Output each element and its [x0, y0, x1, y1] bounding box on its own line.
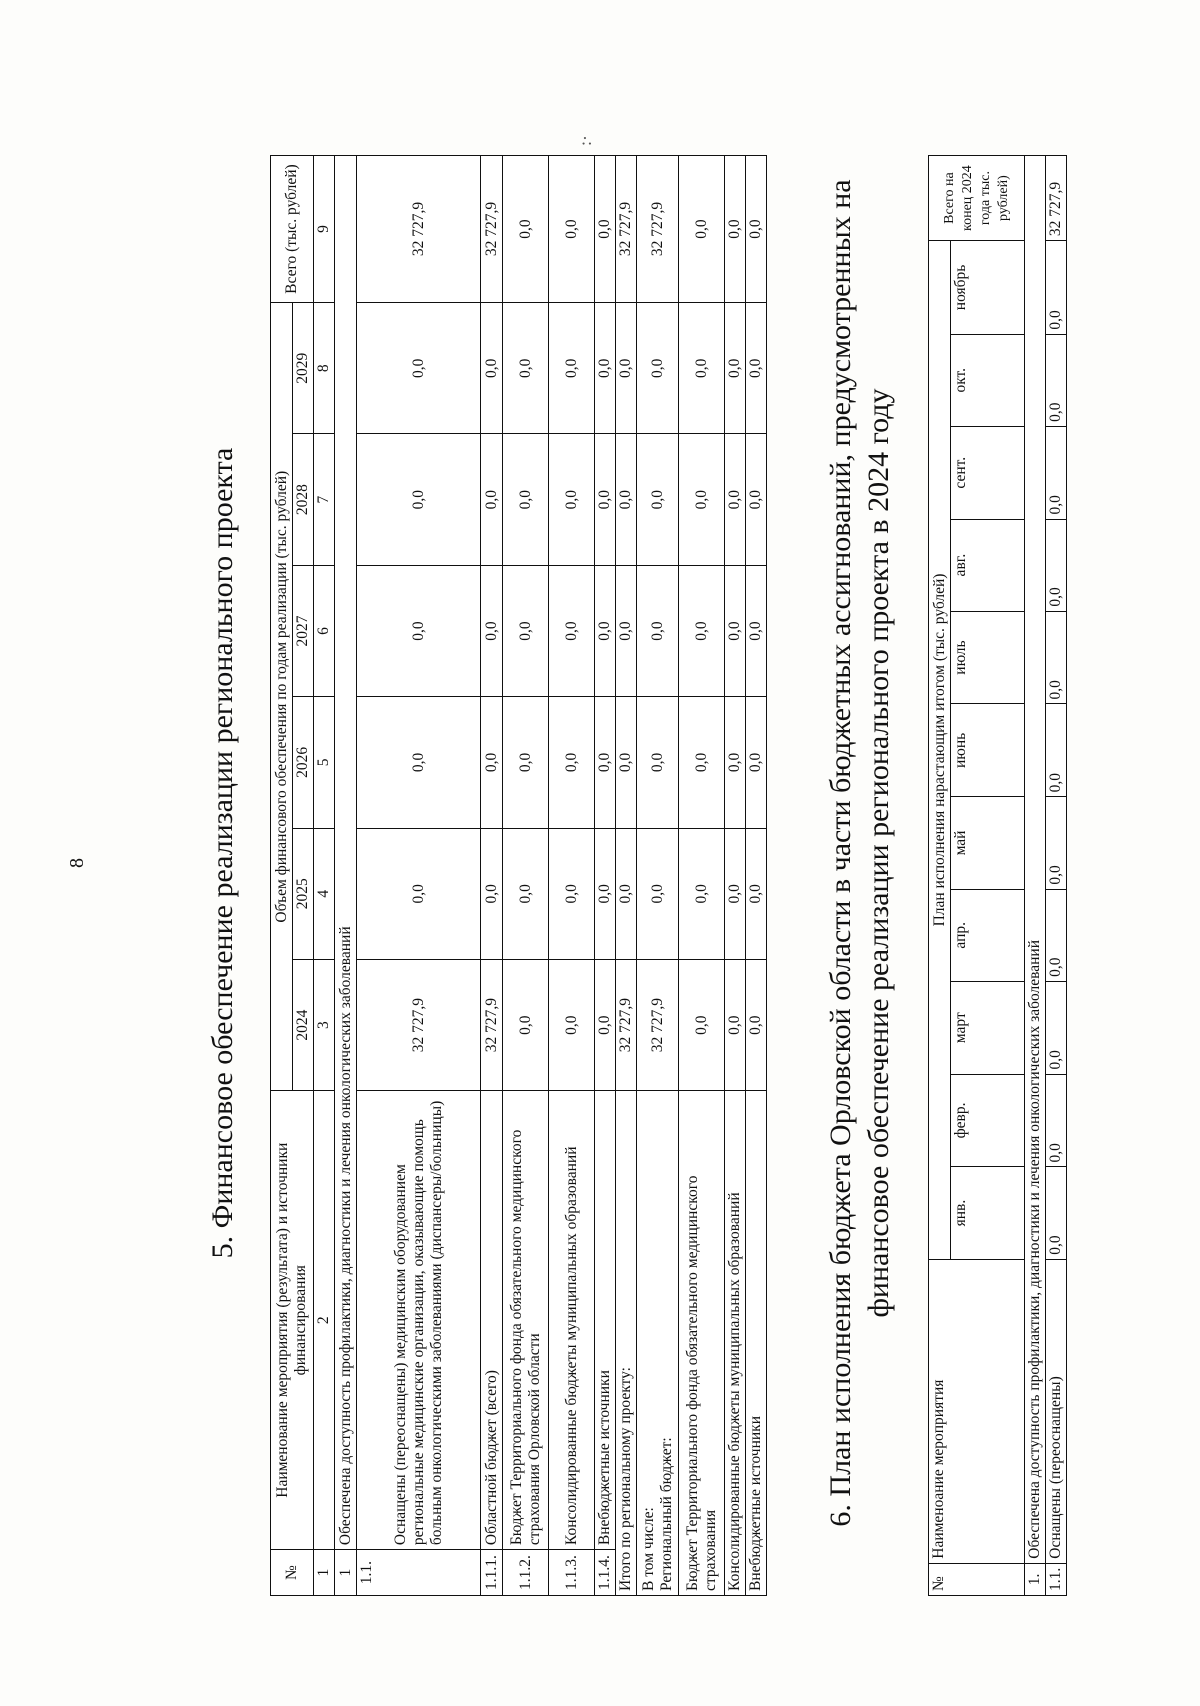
- row-value: 0,0: [481, 828, 503, 959]
- scan-speck-icon: :·: [575, 135, 595, 146]
- summary-value: 0,0: [616, 434, 637, 565]
- summary-value: 0,0: [616, 565, 637, 696]
- page-number: 8: [66, 858, 88, 868]
- column-number: 5: [314, 697, 335, 828]
- plan-row: [1046, 156, 1067, 1596]
- header-year: 2024: [293, 959, 314, 1090]
- task-text: Обеспечена доступность профилактики, диагностики и лечения онкологических заболеваний: [335, 156, 357, 1550]
- summary-value: 0,0: [725, 434, 746, 565]
- plan-row-value: 0,0: [1046, 704, 1067, 797]
- row-num: 1.1.2.: [503, 1550, 549, 1596]
- plan-header-month: июль: [951, 611, 1025, 704]
- plan-header-month: ноябрь: [951, 241, 1025, 335]
- column-number: 1: [314, 1550, 335, 1596]
- plan-header-total: Всего на конец 2024 года тыс. рублей): [929, 156, 1025, 241]
- summary-value: 0,0: [725, 303, 746, 434]
- column-number: 4: [314, 828, 335, 959]
- summary-value: 0,0: [637, 434, 679, 565]
- row-name: Внебюджетные источники: [595, 1091, 616, 1550]
- column-number: 8: [314, 303, 335, 434]
- plan-header-month: май: [951, 797, 1025, 889]
- header-total: Всего (тыс. рублей): [271, 156, 314, 303]
- row-name: Областной бюджет (всего): [481, 1091, 503, 1550]
- row-value: 0,0: [503, 434, 549, 565]
- row-value: 0,0: [549, 959, 595, 1090]
- summary-value: 0,0: [679, 303, 725, 434]
- header-year: 2026: [293, 697, 314, 828]
- plan-row-value: 0,0: [1046, 426, 1067, 519]
- summary-value: 0,0: [725, 828, 746, 959]
- summary-value: 0,0: [746, 303, 767, 434]
- row-value: 0,0: [549, 565, 595, 696]
- summary-value: 0,0: [679, 828, 725, 959]
- plan-header-month: июнь: [951, 704, 1025, 797]
- plan-header-month: окт.: [951, 334, 1025, 426]
- plan-row-value: 0,0: [1046, 797, 1067, 889]
- summary-total: 0,0: [725, 156, 746, 303]
- row-value: 0,0: [549, 697, 595, 828]
- section6-title-line2: финансовое обеспечение реализации регионального проекта в 2024 году: [862, 388, 895, 1318]
- column-number: 9: [314, 156, 335, 303]
- summary-name: Консолидированные бюджеты муниципальных образований: [725, 1091, 746, 1596]
- summary-row: [725, 156, 746, 1596]
- summary-name: [637, 1091, 679, 1596]
- summary-name: Бюджет Территориального фонда обязательного медицинского страхования: [679, 1091, 725, 1596]
- budget-plan-table: [928, 155, 1067, 1596]
- row-total: 0,0: [503, 156, 549, 303]
- row-value: 0,0: [549, 303, 595, 434]
- row-num: 1.1.3.: [549, 1550, 595, 1596]
- summary-value: 0,0: [679, 565, 725, 696]
- row-value: 0,0: [595, 565, 616, 696]
- summary-total: 32 727,9: [616, 156, 637, 303]
- row-value: 0,0: [595, 959, 616, 1090]
- row-value: 32 727,9: [357, 959, 481, 1090]
- plan-row-value: 0,0: [1046, 241, 1067, 335]
- header-year: 2028: [293, 434, 314, 565]
- row-value: 0,0: [595, 434, 616, 565]
- plan-header-name: Наименоание мероприятия: [929, 1259, 1025, 1563]
- summary-value: 0,0: [746, 565, 767, 696]
- summary-value: 0,0: [679, 959, 725, 1090]
- row-name: Оснащены (переоснащены) медицинским оборудованием региональные медицинские организации, оказывающие помощь больным онкологическими заболеваниями (диспансеры/больницы): [357, 1091, 481, 1550]
- column-number: 7: [314, 434, 335, 565]
- table-row: [503, 156, 549, 1596]
- row-total: 0,0: [549, 156, 595, 303]
- section6-title: [822, 0, 898, 1706]
- row-name: Бюджет Территориального фонда обязательного медицинского страхования Орловской области: [503, 1091, 549, 1550]
- summary-total: 0,0: [679, 156, 725, 303]
- section6-title-line1: 6. План исполнения бюджета Орловской области в части бюджетных ассигнований, предусмотренных на: [824, 179, 857, 1527]
- row-value: 0,0: [503, 303, 549, 434]
- summary-value: 0,0: [616, 303, 637, 434]
- summary-value: 0,0: [637, 303, 679, 434]
- row-value: 0,0: [357, 303, 481, 434]
- financing-table: [270, 155, 767, 1596]
- summary-value: 0,0: [725, 565, 746, 696]
- table-row: [357, 156, 481, 1596]
- row-value: 0,0: [503, 565, 549, 696]
- section5-title: 5. Финансовое обеспечение реализации регионального проекта: [206, 447, 239, 1259]
- row-total: 0,0: [595, 156, 616, 303]
- summary-value: 0,0: [746, 828, 767, 959]
- table-row: [481, 156, 503, 1596]
- row-value: 0,0: [357, 434, 481, 565]
- row-value: 0,0: [357, 697, 481, 828]
- row-value: 0,0: [503, 828, 549, 959]
- summary-row: [616, 156, 637, 1596]
- plan-header-num: №: [929, 1563, 1025, 1595]
- row-value: 0,0: [503, 697, 549, 828]
- plan-row-total: 32 727,9: [1046, 156, 1067, 241]
- task-row: [335, 156, 357, 1596]
- summary-total: 0,0: [746, 156, 767, 303]
- row-value: 0,0: [549, 828, 595, 959]
- row-total: 32 727,9: [481, 156, 503, 303]
- column-number: 3: [314, 959, 335, 1090]
- table-row: [549, 156, 595, 1596]
- summary-name: Внебюджетные источники: [746, 1091, 767, 1596]
- row-num: 1.1.: [357, 1550, 481, 1596]
- summary-value: 0,0: [637, 565, 679, 696]
- column-number: 6: [314, 565, 335, 696]
- summary-value: 0,0: [616, 828, 637, 959]
- task-num: 1: [335, 1550, 357, 1596]
- plan-task-row: [1025, 156, 1046, 1596]
- plan-task-text: Обеспечена доступность профилактики, диагностики и лечения онкологических заболеваний: [1025, 156, 1046, 1564]
- summary-row: [679, 156, 725, 1596]
- plan-header-month: янв.: [951, 1167, 1025, 1259]
- header-year: 2025: [293, 828, 314, 959]
- row-value: 0,0: [357, 565, 481, 696]
- row-value: 0,0: [595, 828, 616, 959]
- plan-header-month: апр.: [951, 889, 1025, 981]
- plan-row-value: 0,0: [1046, 1167, 1067, 1259]
- summary-value: 0,0: [725, 959, 746, 1090]
- summary-row: [637, 156, 679, 1596]
- row-value: 0,0: [503, 959, 549, 1090]
- summary-value: 0,0: [637, 828, 679, 959]
- plan-header-month: февр.: [951, 1074, 1025, 1167]
- plan-header-month: авг.: [951, 519, 1025, 611]
- summary-row: [746, 156, 767, 1596]
- summary-label: Региональный бюджет:: [657, 1437, 675, 1591]
- row-num: 1.1.1.: [481, 1550, 503, 1596]
- row-value: 0,0: [357, 828, 481, 959]
- plan-row-name: Оснащены (переоснащены): [1046, 1259, 1067, 1563]
- plan-row-num: 1.1.: [1046, 1563, 1067, 1595]
- row-value: 0,0: [481, 697, 503, 828]
- row-value: 0,0: [595, 697, 616, 828]
- header-num: №: [271, 1550, 314, 1596]
- summary-value: 0,0: [746, 434, 767, 565]
- row-value: 32 727,9: [481, 959, 503, 1090]
- summary-subheading: В том числе:: [639, 1507, 657, 1591]
- plan-row-value: 0,0: [1046, 889, 1067, 981]
- summary-value: 0,0: [746, 959, 767, 1090]
- plan-header-month: март: [951, 981, 1025, 1074]
- summary-value: 0,0: [679, 434, 725, 565]
- row-total: 32 727,9: [357, 156, 481, 303]
- summary-value: 0,0: [616, 697, 637, 828]
- row-value: 0,0: [481, 565, 503, 696]
- summary-value: 0,0: [725, 697, 746, 828]
- header-name: Наименование мероприятия (результата) и источники финансирования: [271, 1091, 314, 1550]
- row-name: Консолидированные бюджеты муниципальных образований: [549, 1091, 595, 1550]
- row-value: 0,0: [481, 434, 503, 565]
- plan-row-value: 0,0: [1046, 1074, 1067, 1167]
- table-row: [595, 156, 616, 1596]
- header-year: 2029: [293, 303, 314, 434]
- plan-header-month: сент.: [951, 426, 1025, 519]
- plan-row-value: 0,0: [1046, 519, 1067, 611]
- summary-total: 32 727,9: [637, 156, 679, 303]
- summary-value: 0,0: [746, 697, 767, 828]
- plan-row-value: 0,0: [1046, 611, 1067, 704]
- column-number: 2: [314, 1091, 335, 1550]
- summary-name: Итого по региональному проекту:: [616, 1091, 637, 1596]
- row-value: 0,0: [595, 303, 616, 434]
- header-year: 2027: [293, 565, 314, 696]
- summary-value: 32 727,9: [616, 959, 637, 1090]
- header-volume: Объем финансового обеспечения по годам реализации (тыс. рублей): [271, 303, 293, 1091]
- plan-header-plan: План исполнения нарастающим итогом (тыс. рублей): [929, 241, 951, 1260]
- plan-row-value: 0,0: [1046, 334, 1067, 426]
- row-value: 0,0: [549, 434, 595, 565]
- summary-value: 32 727,9: [637, 959, 679, 1090]
- plan-row-value: 0,0: [1046, 981, 1067, 1074]
- row-value: 0,0: [481, 303, 503, 434]
- summary-value: 0,0: [637, 697, 679, 828]
- row-num: 1.1.4.: [595, 1550, 616, 1596]
- summary-value: 0,0: [679, 697, 725, 828]
- plan-task-num: 1.: [1025, 1563, 1046, 1595]
